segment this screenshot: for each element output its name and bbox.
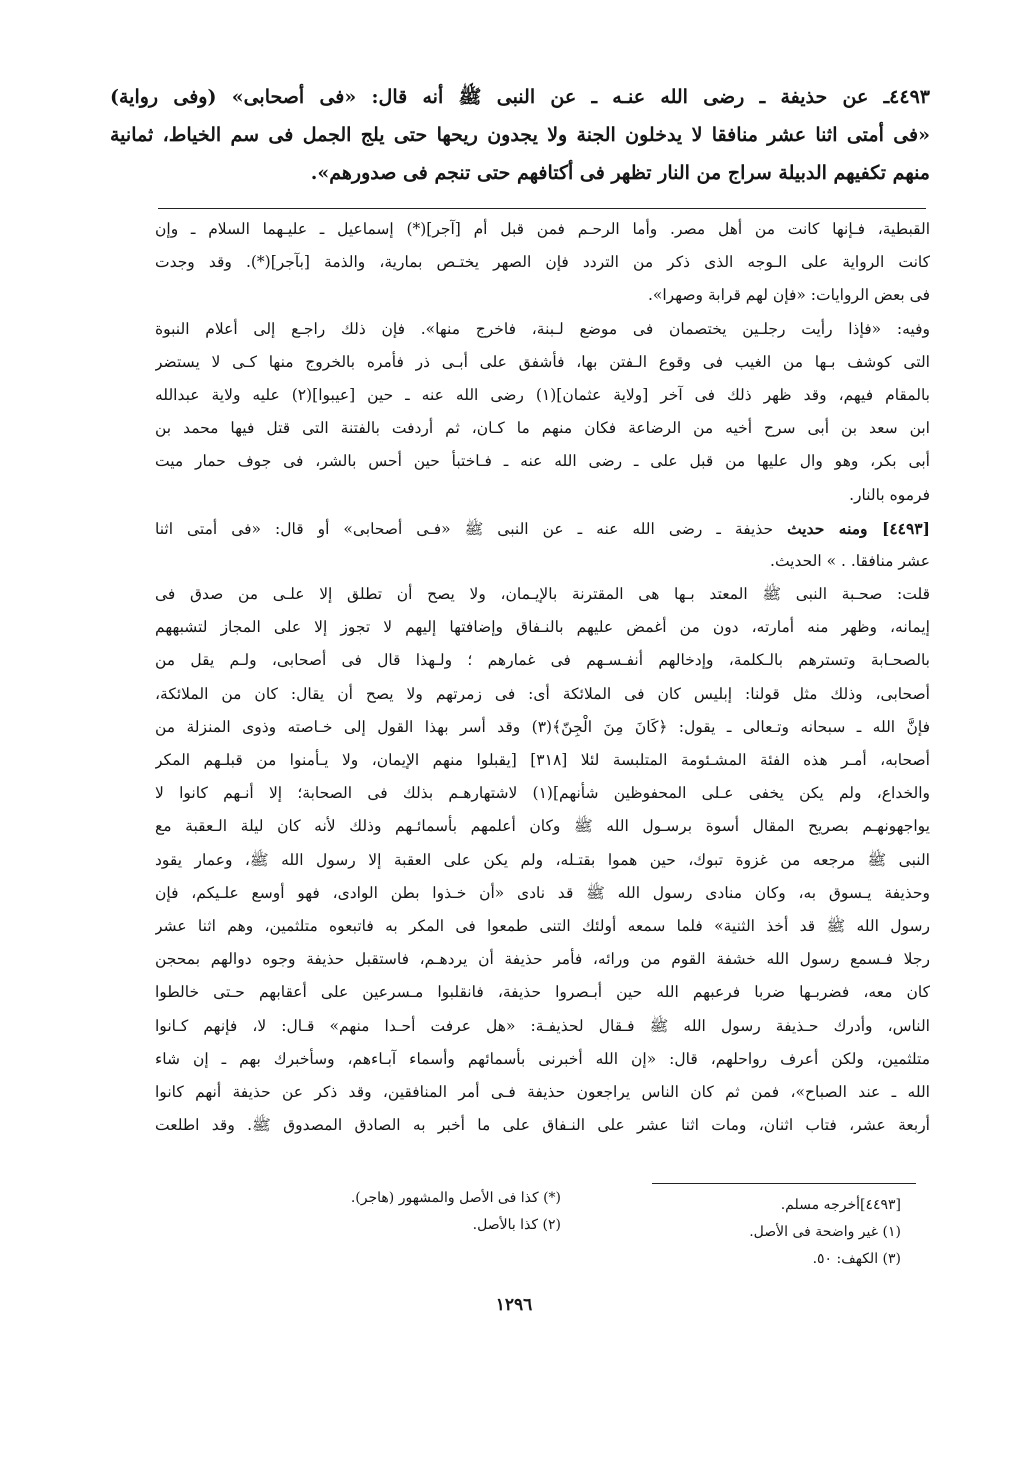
hadith-reference-text: حذيفة ـ رضى الله عنه ـ عن النبى ﷺ «فـى أصحابى» أو قال: «فى أمتى اثنا (155, 519, 774, 538)
text-line: وفيه: «فإذا رأيت رجلـين يختصمان فى موضع لـبنة، فاخرج منها». فإن ذلك راجـع إلى أعلام النبوة (155, 319, 930, 338)
hadith-line: «فى أمتى اثنا عشر منافقا لا يدخلون الجنة ولا يجدون ريحها حتى يلج الجمل فى سم الخياط، ثمانية (110, 124, 930, 146)
hadith-reference-line (155, 512, 930, 545)
text-line: بالمقام فيهم، وقد ظهر ذلك فى آخر [ولاية عثمان](١) رضى الله عنه ـ حين [عيبوا](٢) عليه ولاية عبدالله (155, 385, 930, 404)
hadith-line: منهم تكفيهم الدبيلة سراج من النار تظهر فى أكتافهم حتى تنجم فى صدورهم». (310, 162, 930, 184)
text-line: إيمانه، وظهر منه أمارته، دون من أغمض عليهم بالنـفاق وإضافتها إليهم لا تجوز إلا على المجاز لتشبههم (155, 618, 930, 637)
footnote: (١) غير واضحة فى الأصل. (749, 1224, 901, 1240)
text-line: رسول الله ﷺ قد أخذ الثنية» فلما سمعه أولئك التنى طمعوا فى المكر به فاتبعوه متلثمين، وهم اثنا عشر (155, 916, 930, 935)
text-line: أربعة عشر، فتاب اثنان، ومات اثنا عشر على النـفاق على ما أخبر به الصادق المصدوق ﷺ. وقد اطلعت (155, 1116, 930, 1135)
hadith-line: ٤٤٩٣ـ عن حذيفة ـ رضى الله عنـه ـ عن النبى ﷺ أنه قال: «فى أصحابى» (وفى رواية) (110, 86, 930, 108)
commentary-text (155, 213, 930, 1142)
text-line: كان معه، فضربـها ضربا فرعبهم الله حين أبـصروا حذيفة، فانقلبوا مـسرعين على أعقابهم حـتى خالطوا (155, 983, 930, 1002)
text-line: فإنَّ الله ـ سبحانه وتـعالى ـ يقول: ﴿كَانَ مِنَ الْجِنّ﴾(٣) وقد أسر بهذا القول إلى خـاصته وذوى المنزلة من (155, 717, 930, 736)
text-line: بالصحـابة وتسترهم بالـكلمة، وإدخالهم أنفـسـهم فى غمارهم ؛ ولـهذا قال فى أصحابى، ولـم يقل من (155, 651, 930, 670)
text-line: الناس، وأدرك حـذيفة رسول الله ﷺ فـقال لحذيفـة: «هل عرفت أحـدا منهم» قـال: لا، فإنهم كـانوا (155, 1016, 930, 1035)
text-line: فرموه بالنار. (849, 485, 930, 504)
text-line: وحذيفة يـسوق به، وكان منادى رسول الله ﷺ قد نادى «أن خـذوا بطن الوادى، فهو أوسع علـيكم، فإن (155, 883, 930, 902)
text-line: قلت: صحـبة النبى ﷺ المعتد بـها هى المقترنة بالإيـمان، ولا يصح أن تطلق إلا علـى من صدق فى (155, 585, 930, 604)
footnote: (٣) الكهف: ٥٠. (812, 1251, 901, 1267)
text-line: النبى ﷺ مرجعه من غزوة تبوك، حين هموا بقتـله، ولم يكن على العقبة إلا رسول الله ﷺ، وعمار يقود (155, 850, 930, 869)
footnotes-left (261, 1185, 561, 1239)
text-line: والخداع، ولم يكن يخفى عـلى المحفوظين شأنهم](١) لاشتهارهـم بذلك فى الصحابة؛ إلا أنـهم كانوا لا (155, 784, 930, 803)
text-line: عشر منافقا. . » الحديث. (770, 551, 930, 570)
text-line: أصحابه، أمـر هذه الفئة المشـئومة المتلبسة لئلا [٣١٨] [يقبلوا منهم الإيمان، ولا يـأمنوا من قبلـهم المكر (155, 751, 930, 769)
text-line: فى بعض الروايات: «فإن لهم قرابة وصهرا». (647, 286, 930, 305)
footnote: (٢) كذا بالأصل. (472, 1217, 561, 1233)
text-line: كانت الرواية على الـوجه الذى ذكر من التردد فإن الصهر يختـص بمارية، والذمة [بآجر](*). وقد وجدت (155, 253, 930, 272)
text-line: رجلا فـسمع رسول الله خشفة القوم من ورائه، فأمر حذيفة أن يردهـم، فاستقبل حذيفة وجوه دوالهم بمحجن (155, 950, 930, 969)
text-line: متلثمين، ولكن أعرف رواحلهم، قال: «إن الله أخبرنى بأسمائهم وأسماء آبـاءهم، وسأخبرك بهم ـ إن شاء (155, 1049, 930, 1068)
footnote: (*) كذا فى الأصل والمشهور (هاجر). (350, 1190, 561, 1206)
footnote-rule (652, 1183, 916, 1184)
text-line: أبى بكر، وهو وال عليها من قبل على ـ رضى الله عنه ـ فـاختبأ حين أحس بالشر، فى جوف حمار ميت (155, 452, 930, 471)
text-line: أصحابى، وذلك مثل قولنا: إبليس كان فى الملائكة أى: فى زمرتهم ولا يصح أن يقال: كان من الملائكة، (155, 684, 930, 703)
page-number: ١٢٩٦ (495, 1295, 533, 1315)
hadith-reference-heading: [٤٤٩٣] ومنه حديث (787, 518, 930, 538)
footnotes-right (601, 1192, 901, 1273)
text-line: الله ـ عند الصباح»، فمن ثم كان الناس يراجعون حذيفة فـى أمر المنافقين، وقد ذكر عن حذيفة أنهم كانوا (155, 1082, 930, 1101)
separator-rule (158, 208, 926, 209)
footnote: [٤٤٩٣]أخرجه مسلم. (780, 1197, 901, 1213)
text-line: القبطية، فـإنها كانت من أهل مصر. وأما الرحـم فمن قبل أم [آجر](*) إسماعيل ـ عليـهما السلام ـ وإن (155, 220, 930, 238)
text-line: ابن سعد بن أبى سرح أخيه من الرضاعة فكان منهم ما كـان، ثم أردفت بالفتنة التى قتل فيها محمد بن (155, 419, 930, 438)
text-line: التى كوشف بـها من الغيب فى وقوع الـفتن بها، فأشفق على أبـى ذر فأمره بالخروج منها كـى لا يستضر (155, 352, 930, 371)
text-line: يواجهونهـم بصريح المقال أسوة برسـول الله ﷺ وكان أعلمهم بأسمائـهم وذلك لأنه كان ليلة الـعقبة مع (155, 817, 930, 836)
hadith-text (110, 78, 930, 192)
